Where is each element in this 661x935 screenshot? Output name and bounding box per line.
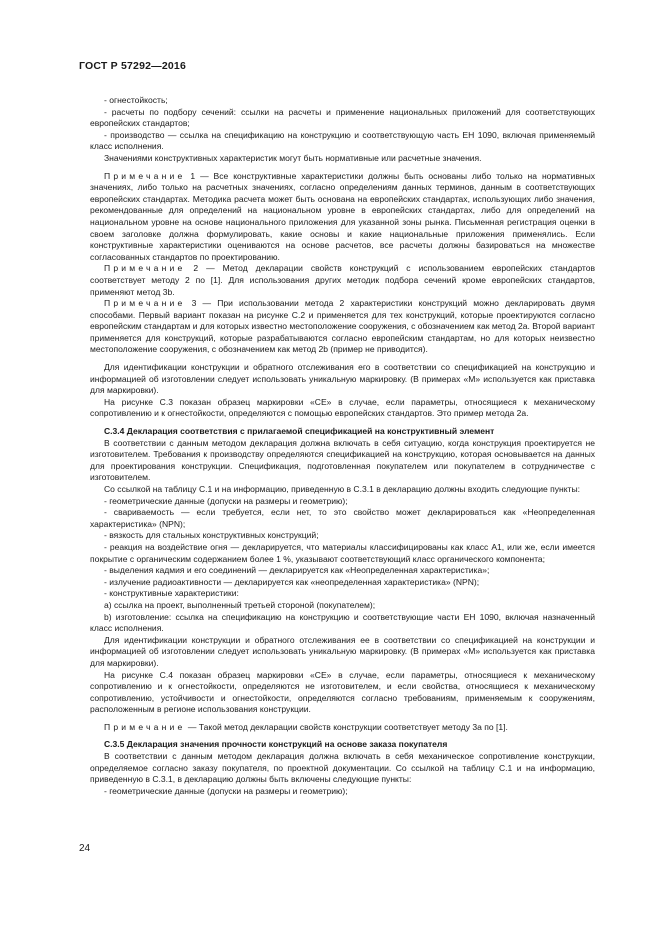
list-item: - излучение радиоактивности — декларируется как «неопределенная характеристика» (NPN); bbox=[104, 576, 480, 587]
list-item: - конструктивные характеристики: bbox=[104, 588, 239, 599]
note-label: Примечание bbox=[104, 721, 186, 732]
paragraph: Значениями конструктивных характеристик могут быть нормативные или расчетные значения. bbox=[104, 152, 482, 163]
note-text: — Такой метод декларации свойств конструкции соответствует методу 3а по [1]. bbox=[185, 721, 508, 732]
page-number: 24 bbox=[79, 843, 91, 854]
list-item: a) ссылка на проект, выполненный третьей стороной (покупателем); bbox=[104, 599, 376, 610]
document-body bbox=[90, 95, 595, 797]
note-2 bbox=[90, 263, 595, 298]
note-label: Примечание bbox=[104, 263, 186, 274]
note-1 bbox=[90, 171, 595, 264]
section-heading: С.3.5 Декларация значения прочности конструкций на основе заказа покупателя bbox=[104, 739, 448, 750]
note-label: Примечание bbox=[104, 170, 186, 181]
list-item: - производство — ссылка на спецификацию на конструкцию и соответствующую часть ЕН 1090, включая применяемый класс исполнения. bbox=[90, 129, 595, 152]
list-item: - свариваемость — если требуется, если нет, то это свойство может декларироваться как «Неопределенная характеристика» (NPN); bbox=[90, 507, 595, 529]
list-item: - расчеты по подбору сечений: ссылки на расчеты и применение национальных приложений для соответствующих европейских стандартов; bbox=[90, 106, 595, 129]
list-item: - огнестойкость; bbox=[104, 95, 168, 105]
paragraph: Для идентификации конструкции и обратного отслеживания ее в соответствии со спецификацией на конструкции и информацией об изготовлении следует использовать уникальную маркировку. (В примерах «М» используется как приставка для маркировки). bbox=[90, 634, 595, 668]
list-item: - реакция на воздействие огня — декларируется, что материалы классифицированы как класс А1, или же, если имеется покрытие с органическим содержанием более 1 %, указывают соответствующий класс органического компонента; bbox=[90, 541, 595, 564]
paragraph: Со ссылкой на таблицу С.1 и на информацию, приведенную в С.3.1 в декларацию должны входить следующие пункты: bbox=[104, 484, 581, 494]
list-item: - геометрические данные (допуски на размеры и геометрию); bbox=[104, 495, 348, 506]
list-item: - геометрические данные (допуски на размеры и геометрию); bbox=[104, 785, 348, 796]
paragraph: Для идентификации конструкции и обратного отслеживания его в соответствии со спецификацией на конструкцию и информацией об изготовлении следует использовать уникальную маркировку. (В примерах «М» используется как приставка для маркировки). bbox=[90, 362, 595, 396]
paragraph: На рисунке С.3 показан образец маркировки «СЕ» в случае, если параметры, относящиеся к механическому сопротивлению и к огнестойкости, определяются с помощью европейских стандартов. Это пример метода 2а. bbox=[90, 396, 595, 419]
note-text: 2 — Метод декларации свойств конструкций с использованием европейских стандартов соответствует методу 2 по [1]. Для использования других методик подбора сечений кроме европейских стандартов, применяют метод 3b. bbox=[90, 263, 595, 297]
note-4 bbox=[90, 722, 595, 734]
note-3 bbox=[90, 298, 595, 356]
list-item: - выделения кадмия и его соединений — декларируется как «Неопределенная характеристика»; bbox=[104, 565, 490, 576]
paragraph: На рисунке С.4 показан образец маркировки «СЕ» в случае, если параметры, относящиеся к механическому сопротивлению и к огнестойкости, определяются не изготовителем, и если свойства, относящиеся к механическому сопротивлению, устойчивости и огнестойкости, определяются согласно требованиям, применяемым к сооружениям, расположенным в регионе использования конструкции. bbox=[90, 669, 595, 715]
section-heading: С.3.4 Декларация соответствия с прилагаемой спецификацией на конструктивный элемент bbox=[104, 426, 495, 437]
note-text: 3 — При использовании метода 2 характеристики конструкций можно декларировать двумя способами. Первый вариант показан на рисунке С.2 и применяется для тех конструкций, которые проектируются согласно европейским стандартам и для которых известно местоположение сооружения, с обозначением как метод 2а. Второй вариант применяется для конструкций, которые разрабатываются согласно европейским стандартам, но для которых неизвестно местоположение сооружения, с обозначением как метод 2b (пример не приводится). bbox=[90, 298, 595, 355]
note-label: Примечание bbox=[104, 298, 186, 309]
note-text: 1 — Все конструктивные характеристики должны быть основаны либо только на нормативных значениях, либо только на расчетных значениях, согласно определениям данных терминов, данным в соответствующих европейских стандартах. Методика расчета может быть основана на европейских стандартах, использующих либо значения, рекомендованные для определений на национальном уровне в европейских стандартах, либо для определений на национальном уровне на основе национального приложения для указанной зоны рынка. Письменная регистрация оценки в своем заголовке должна формулировать, какие основы и какие национальные приложения применялись. Если конструктивные характеристики оцениваются на основе расчетов, все расчеты должны базироваться на множестве согласованных стандартов по проектированию. bbox=[90, 170, 595, 262]
paragraph: В соответствии с данным методом декларация должна включать в себя ситуацию, когда конструкция проектируется не изготовителем. Требования к производству определяются спецификацией на конструкцию, которая основывается на данных для проектирования конструкции. Спецификация, подготовленная покупателем или покупателем в сотрудничестве с изготовителем. bbox=[90, 437, 595, 483]
paragraph: В соответствии с данным методом декларация должна включать в себя механическое сопротивление конструкции, определяемое согласно заказу покупателя, по проектной документации. Со ссылкой на таблицу С.1 и на информацию, приведенную в С.3.1, в декларацию должны быть включены следующие пункты: bbox=[90, 751, 595, 785]
list-item: - вязкость для стальных конструктивных конструкций; bbox=[104, 530, 319, 541]
list-item: b) изготовление: ссылка на спецификацию на конструкцию и соответствующие части ЕН 1090, включая назначенный класс исполнения. bbox=[90, 611, 595, 634]
document-header: ГОСТ Р 57292—2016 bbox=[79, 60, 187, 72]
